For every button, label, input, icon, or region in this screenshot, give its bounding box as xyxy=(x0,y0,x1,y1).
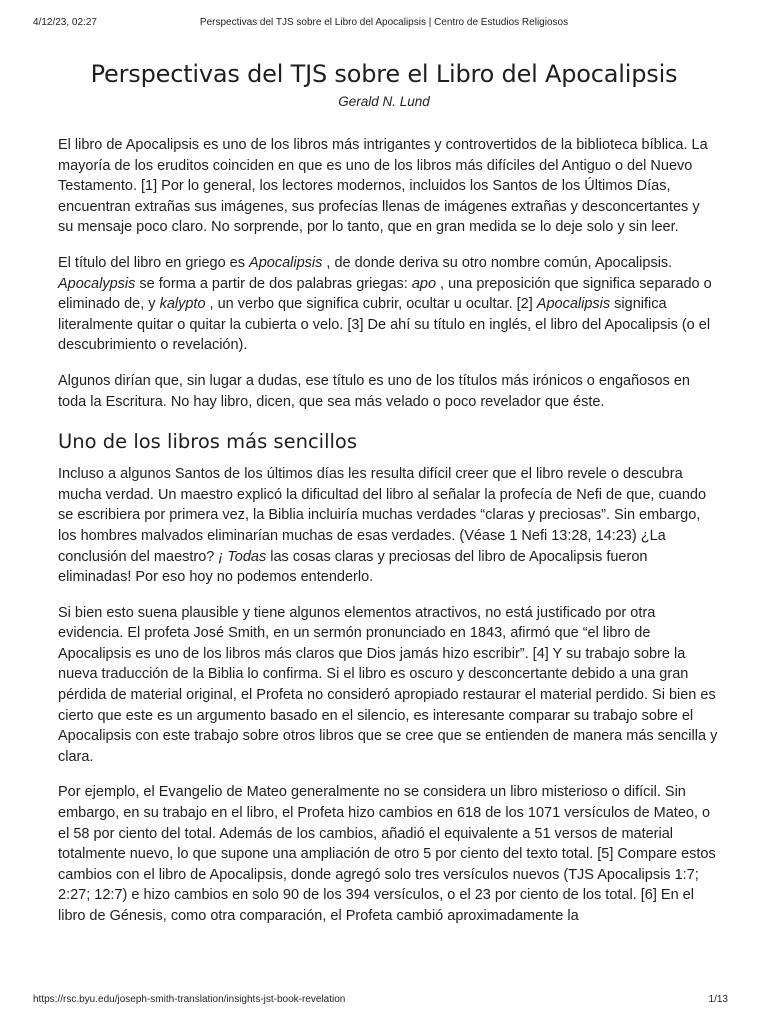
p2-emph-1: Apocalipsis xyxy=(249,254,323,271)
article-author: Gerald N. Lund xyxy=(338,94,430,109)
p2-text-5: , un verbo que significa cubrir, ocultar u ocultar. [2] xyxy=(205,296,537,313)
paragraph-6: Por ejemplo, el Evangelio de Mateo generalmente no se considera un libro misterioso o difícil. Sin embargo, en su trabajo en el libro, el Profeta hizo cambios en 618 de los 1071 versículos de Mateo, o el 58 por ciento del total. Además de los cambios, añadió el equivalente a 51 versos de material totalmente nuevo, lo que supone una ampliación de otro 5 por ciento del texto total. [5] Compare estos cambios con el libro de Apocalipsis, donde agregó solo tres versículos nuevos (TJS Apocalipsis 1:7; 2:27; 12:7) e hizo cambios en solo 90 de los 394 versículos, o el 23 por ciento de los total. [6] En el libro de Génesis, como otra comparación, el Profeta cambió aproximadamente la xyxy=(58,784,716,924)
print-url: https://rsc.byu.edu/joseph-smith-translation/insights-jst-book-revelation xyxy=(33,994,346,1005)
p2-emph-3: apo xyxy=(411,275,437,292)
p2-text-3: se forma a partir de dos palabras griegas: xyxy=(135,275,412,292)
print-footer xyxy=(0,994,768,1008)
p2-text-4: , una preposición que significa separado o eliminado de, y xyxy=(58,275,712,313)
article-body xyxy=(58,135,718,942)
p2-emph-4: kalypto xyxy=(159,296,206,313)
print-header xyxy=(0,17,768,31)
section-heading: Uno de los libros más sencillos xyxy=(58,430,358,454)
paragraph-5: Si bien esto suena plausible y tiene algunos elementos atractivos, no está justificado por otra evidencia. El profeta José Smith, en un sermón pronunciado en 1843, afirmó que “el libro de Apocalipsis es uno de los libros más claros que Dios jamás hizo escribir”. [4] Y su trabajo sobre la nueva traducción de la Biblia lo confirma. Si el libro es oscuro y desconcertante debido a una gran pérdida de material original, el Profeta no consideró apropiado restaurar el material perdido. Si bien es cierto que este es un argumento basado en el silencio, es interesante comparar su trabajo sobre el Apocalipsis con este trabajo sobre otros libros que se cree que se entienden de manera más sencilla y clara. xyxy=(58,604,718,765)
p4-text-1: Incluso a algunos Santos de los últimos días les resulta difícil creer que el libro revele o descubra mucha verdad. Un maestro explicó la dificultad del libro al señalar la profecía de Nefi de que, cuando se escribiera por primera vez, la Biblia incluiría muchas verdades “claras y preciosas”. Sin embargo, los hombres malvados eliminarían muchas de esas verdades. (Véase 1 Nefi 13:28, 14:23) ¿La conclusión del maestro? xyxy=(58,466,707,565)
paragraph-2 xyxy=(58,253,718,356)
article-title: Perspectivas del TJS sobre el Libro del Apocalipsis xyxy=(90,60,678,88)
paragraph-3: Algunos dirían que, sin lugar a dudas, ese título es uno de los títulos más irónicos o engañosos en toda la Escritura. No hay libro, dicen, que sea más velado o poco revelador que éste. xyxy=(58,372,690,410)
p2-text-6: significa literalmente quitar o quitar la cubierta o velo. [3] De ahí su título en inglés, el libro del Apocalipsis (o el descubrimiento o revelación). xyxy=(58,296,711,354)
p2-emph-2: Apocalypsis xyxy=(58,275,136,292)
print-datetime: 4/12/23, 02:27 xyxy=(33,17,97,28)
print-page-number: 1/13 xyxy=(708,994,728,1005)
p4-emph-1: ¡ Todas xyxy=(218,548,267,565)
paragraph-1: El libro de Apocalipsis es uno de los libros más intrigantes y controvertidos de la biblioteca bíblica. La mayoría de los eruditos coinciden en que es uno de los libros más difíciles del Antiguo o del Nuevo Testamento. [1] Por lo general, los lectores modernos, incluidos los Santos de los Últimos Días, encuentran extrañas sus imágenes, sus profecías llenas de imágenes extrañas y desconcertantes y su mensaje poco claro. No sorprende, por lo tanto, que en gran medida se lo deje solo y sin leer. xyxy=(58,137,708,236)
p4-text-2: las cosas claras y preciosas del libro de Apocalipsis fueron eliminadas! Por eso hoy no podemos entenderlo. xyxy=(58,548,648,586)
p2-emph-5: Apocalipsis xyxy=(536,296,611,313)
paragraph-4 xyxy=(58,464,718,588)
print-page-title: Perspectivas del TJS sobre el Libro del Apocalipsis | Centro de Estudios Religiosos xyxy=(199,17,569,28)
p2-text-1: El título del libro en griego es xyxy=(58,254,250,271)
p2-text-2: , de donde deriva su otro nombre común, Apocalipsis. xyxy=(322,254,673,271)
